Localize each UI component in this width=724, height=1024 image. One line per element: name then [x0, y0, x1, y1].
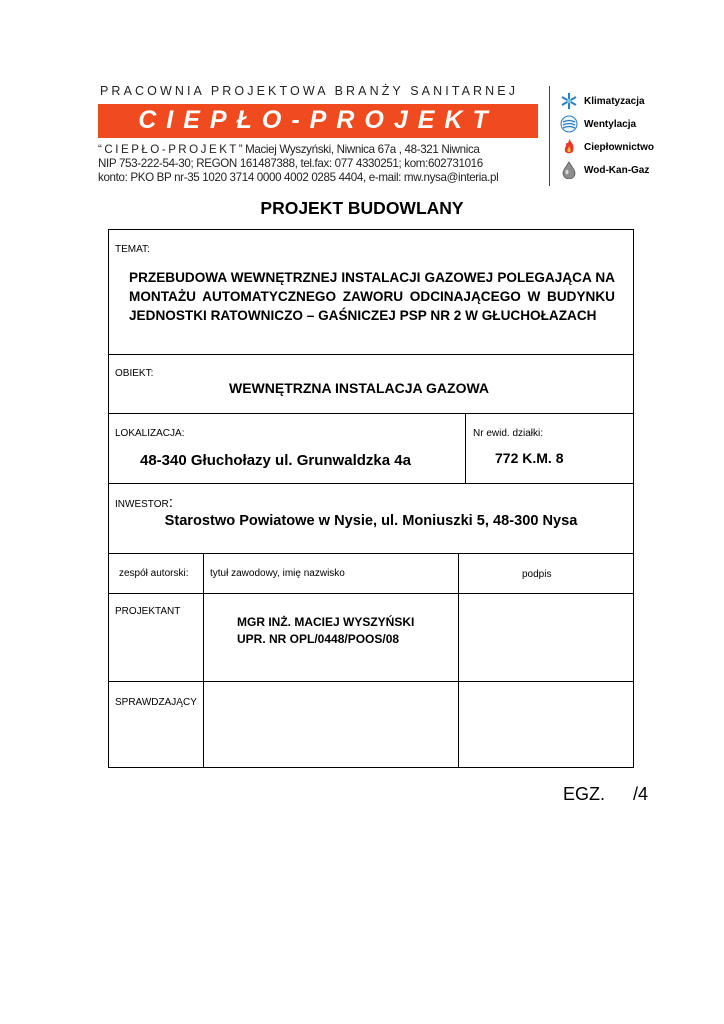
row-divider	[109, 593, 633, 594]
lokalizacja-label: LOKALIZACJA:	[115, 428, 185, 439]
service-ventilation	[560, 113, 636, 135]
service-label: Wentylacja	[584, 118, 637, 130]
inwestor-value: Starostwo Powiatowe w Nysie, ul. Moniuszki 5, 48-300 Nysa	[164, 513, 578, 529]
column-divider	[458, 553, 459, 768]
team-label: zespół autorski:	[119, 568, 189, 579]
snowflake-icon	[560, 92, 578, 110]
address-line-3: konto: PKO BP nr-35 1020 3714 0000 4002 0285 4404, e-mail: mw.nysa@interia.pl	[98, 171, 499, 184]
water-drop-icon	[560, 161, 578, 179]
row-divider	[109, 413, 633, 414]
flame-icon	[560, 138, 578, 156]
row-divider	[109, 553, 633, 554]
service-label: Klimatyzacja	[584, 95, 645, 107]
service-climate	[560, 90, 645, 112]
row-divider	[109, 354, 633, 355]
column-divider	[465, 413, 466, 483]
temat-text: PRZEBUDOWA WEWNĘTRZNEJ INSTALACJI GAZOWEJ POLEGAJĄCA NA MONTAŻU AUTOMATYCZNEGO ZAWORU ODCINAJĄCEGO W BUDYNKU JEDNOSTKI RATOWNICZO – GAŚNICZEJ PSP NR 2 W GŁUCHOŁAZACH	[129, 270, 615, 323]
row-divider	[109, 681, 633, 682]
inwestor-label: INWESTOR:	[115, 494, 173, 511]
header-divider	[549, 86, 550, 186]
signature-label: podpis	[522, 569, 552, 580]
studio-name: PRACOWNIA PROJEKTOWA BRANŻY SANITARNEJ	[100, 84, 519, 98]
title-name-label: tytuł zawodowy, imię nazwisko	[210, 568, 345, 579]
nr-ewid-value: 772 K.M. 8	[495, 450, 564, 466]
temat-label: TEMAT:	[115, 244, 150, 255]
address-line-1: “ C I E P Ł O - P R O J E K T ” Maciej Wyszyński, Niwnica 67a , 48-321 Niwnica	[98, 143, 480, 156]
lokalizacja-value: 48-340 Głuchołazy ul. Grunwaldzka 4a	[140, 452, 411, 469]
brand-banner	[98, 104, 538, 138]
column-divider	[203, 553, 204, 768]
fan-icon	[560, 115, 578, 133]
project-info-table	[108, 229, 634, 768]
obiekt-label: OBIEKT:	[115, 368, 154, 379]
egz-value: /4	[633, 784, 649, 804]
service-label: Wod-Kan-Gaz	[584, 164, 650, 176]
document-title: PROJEKT BUDOWLANY	[260, 198, 464, 218]
nr-ewid-label: Nr ewid. działki:	[473, 428, 544, 439]
service-heating	[560, 136, 654, 158]
sprawdzajacy-label: SPRAWDZAJĄCY	[115, 697, 197, 708]
projektant-label: PROJEKTANT	[115, 606, 181, 617]
row-divider	[109, 483, 633, 484]
egz-label: EGZ.	[563, 784, 606, 804]
projektant-license: UPR. NR OPL/0448/POOS/08	[237, 632, 400, 646]
projektant-name: MGR INŻ. MACIEJ WYSZYŃSKI	[237, 615, 415, 629]
service-label: Ciepłownictwo	[584, 141, 654, 153]
service-plumbing	[560, 159, 649, 181]
copy-number	[563, 784, 648, 805]
obiekt-value: WEWNĘTRZNA INSTALACJA GAZOWA	[229, 380, 490, 396]
brand-name: CIEPŁO-PROJEKT	[138, 106, 498, 134]
address-line-2: NIP 753-222-54-30; REGON 161487388, tel.fax: 077 4330251; kom:602731016	[98, 157, 483, 170]
